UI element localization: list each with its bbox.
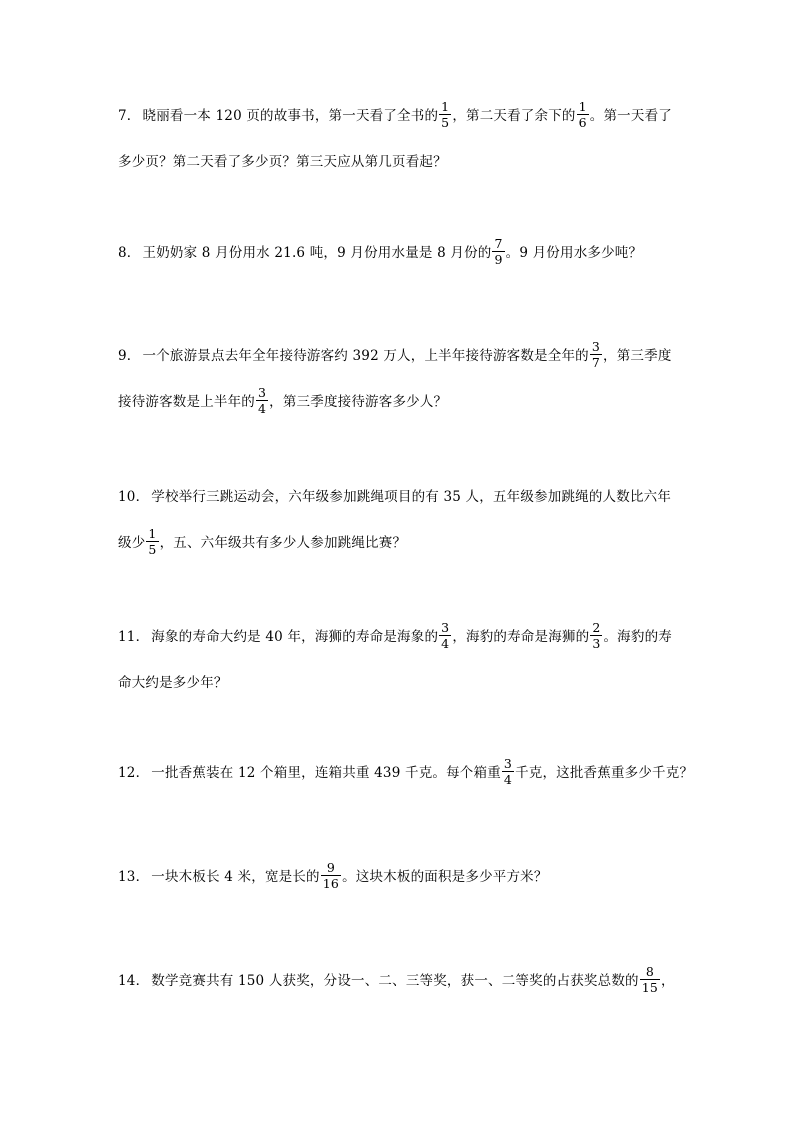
- denominator: 4: [503, 772, 513, 787]
- fraction: [590, 339, 602, 370]
- question-8-line-1: [118, 230, 678, 276]
- text: 晓丽看一本 120 页的故事书，第一天看了全书的: [142, 108, 439, 124]
- question-11-line-1: [118, 614, 678, 660]
- numerator: 9: [321, 860, 341, 876]
- text: 一块木板长 4 米，宽是长的: [151, 869, 320, 885]
- text: 级少: [118, 535, 146, 551]
- numerator: 3: [441, 620, 450, 635]
- text: 接待游客数是上半年的: [118, 394, 255, 410]
- question-8: [118, 230, 678, 276]
- numerator: 1: [148, 526, 157, 541]
- text: ，海豹的寿命是海狮的: [452, 629, 590, 645]
- question-number: 7．: [118, 108, 141, 124]
- numerator: 7: [494, 236, 503, 251]
- question-number: 9．: [118, 348, 141, 364]
- denominator: 5: [441, 115, 450, 130]
- question-12-line-1: [118, 750, 694, 796]
- denominator: 3: [592, 636, 601, 651]
- text: 海象的寿命大约是 40 年，海狮的寿命是海象的: [151, 629, 439, 645]
- fraction: [590, 620, 602, 651]
- question-7-line-1: [118, 93, 678, 139]
- text: ，: [661, 973, 675, 989]
- question-7-line-2: 多少页？第二天看了多少页？第三天应从第几页看起？: [118, 154, 447, 170]
- question-10: [118, 474, 678, 566]
- text: 千克，这批香蕉重多少千克？: [515, 765, 694, 781]
- numerator: 2: [592, 620, 601, 635]
- fraction: [492, 236, 504, 267]
- text: 学校举行三跳运动会，六年级参加跳绳项目的有 35 人，五年级参加跳绳的人数比六年: [151, 489, 672, 505]
- text: 一批香蕉装在 12 个箱里，连箱共重 439 千克。每个箱重: [151, 765, 501, 781]
- denominator: 15: [641, 980, 659, 995]
- denominator: 4: [258, 401, 267, 416]
- question-12: [118, 750, 694, 796]
- text: 。这块木板的面积是多少平方米？: [342, 869, 548, 885]
- denominator: 6: [578, 115, 587, 130]
- numerator: 3: [591, 339, 601, 354]
- question-11: [118, 614, 678, 706]
- fraction: [146, 526, 158, 557]
- text: ，第二天看了余下的: [452, 108, 576, 124]
- numerator: 1: [441, 99, 450, 114]
- question-number: 13．: [118, 869, 150, 885]
- question-number: 10．: [118, 489, 150, 505]
- denominator: 5: [148, 542, 157, 557]
- fraction: [502, 756, 514, 787]
- text: ，第三季度接待游客多少人？: [269, 394, 448, 410]
- numerator: 8: [640, 964, 660, 980]
- text: 一个旅游景点去年全年接待游客约 392 万人，上半年接待游客数是全年的: [142, 348, 589, 364]
- question-10-line-1: [118, 474, 678, 520]
- question-14-line-1: [118, 958, 678, 1004]
- text: 。9 月份用水多少吨？: [505, 245, 643, 261]
- text: ，第三季度: [603, 348, 672, 364]
- fraction: [256, 385, 268, 416]
- question-13-line-1: [118, 854, 678, 900]
- fraction: [321, 860, 341, 891]
- text: 。第一天看了: [589, 108, 672, 124]
- question-number: 12．: [118, 765, 150, 781]
- question-14: [118, 958, 678, 1004]
- denominator: 7: [591, 355, 601, 370]
- text: 王奶奶家 8 月份用水 21.6 吨，9 月份用水量是 8 月份的: [142, 245, 492, 261]
- text: 数学竞赛共有 150 人获奖，分设一、二、三等奖，获一、二等奖的占获奖总数的: [151, 973, 639, 989]
- denominator: 9: [494, 252, 503, 267]
- question-9-line-1: [118, 333, 678, 379]
- text: ，五、六年级共有多少人参加跳绳比赛？: [159, 535, 407, 551]
- fraction: [577, 99, 589, 130]
- fraction: [439, 99, 451, 130]
- fraction: [439, 620, 451, 651]
- numerator: 3: [258, 385, 267, 400]
- numerator: 3: [503, 756, 513, 771]
- question-number: 14．: [118, 973, 150, 989]
- text: 。海豹的寿: [603, 629, 672, 645]
- question-number: 11．: [118, 629, 150, 645]
- question-13: [118, 854, 678, 900]
- question-10-line-2: [118, 520, 678, 566]
- numerator: 1: [578, 99, 587, 114]
- question-9: [118, 333, 678, 425]
- question-7: [118, 93, 678, 185]
- question-11-line-2: 命大约是多少年？: [118, 675, 228, 691]
- denominator: 4: [441, 636, 450, 651]
- question-9-line-2: [118, 379, 678, 425]
- fraction: [640, 964, 660, 995]
- question-number: 8．: [118, 245, 141, 261]
- denominator: 16: [322, 876, 340, 891]
